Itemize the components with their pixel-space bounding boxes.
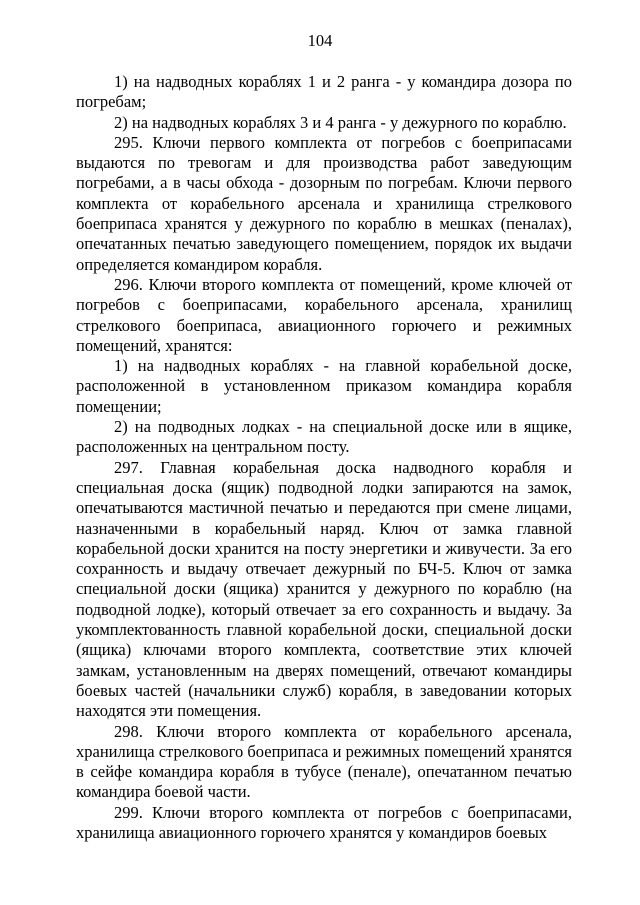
paragraph-296: 296. Ключи второго комплекта от помещений, кроме ключей от погребов с боеприпасами, корабельного арсенала, хранилищ стрелкового боеприпаса, авиационного горючего и режимных помещений, хранятся: [76, 274, 572, 355]
paragraph-299: 299. Ключи второго комплекта от погребов с боеприпасами, хранилища авиационного горючего хранятся у командиров боевых [76, 802, 572, 842]
paragraph-list-item-1: 1) на надводных кораблях 1 и 2 ранга - у командира дозора по погребам; [76, 72, 572, 112]
paragraph-298: 298. Ключи второго комплекта от корабельного арсенала, хранилища стрелкового боеприпаса и режимных помещений хранятся в сейфе командира корабля в тубусе (пенале), опечатанном печатью командира боевой части. [76, 721, 572, 802]
paragraph-list-item-2: 2) на надводных кораблях 3 и 4 ранга - у дежурного по кораблю. [114, 112, 567, 132]
paragraph-297: 297. Главная корабельная доска надводного корабля и специальная доска (ящик) подводной лодки запираются на замок, опечатываются мастичной печатью и передаются при смене лицами, назначенными в корабельный наряд. Ключ от замка главной корабельной доски хранится на посту энергетики и живучести. За его сохранность и выдачу отвечает дежурный по БЧ-5. Ключ от замка специальной доски (ящика) хранится у дежурного по кораблю (на подводной лодке), который отвечает за его сохранность и выдачу. За укомплектованность главной корабельной доски, специальной доски (ящика) ключами второго комплекта, соответствие этих ключей замкам, установленным на дверях помещений, отвечают командиры боевых частей (начальники служб) корабля, в заведовании которых находятся эти помещения. [76, 457, 572, 721]
paragraph-296-item-1: 1) на надводных кораблях - на главной корабельной доске, расположенной в установленном приказом командира корабля помещении; [76, 356, 572, 416]
paragraph-296-item-2: 2) на подводных лодках - на специальной доске или в ящике, расположенных на центральном посту. [76, 417, 572, 457]
page-number: 104 [307, 31, 333, 50]
paragraph-295: 295. Ключи первого комплекта от погребов с боеприпасами выдаются по тревогам и для производства работ заведующим погребами, а в часы обхода - дозорным по погребам. Ключи первого комплекта от корабельного арсенала и хранилища стрелкового боеприпаса хранятся у дежурного по кораблю в мешках (пеналах), опечатанных печатью заведующего помещением, порядок их выдачи определяется командиром корабля. [76, 132, 572, 274]
document-body [76, 72, 572, 843]
